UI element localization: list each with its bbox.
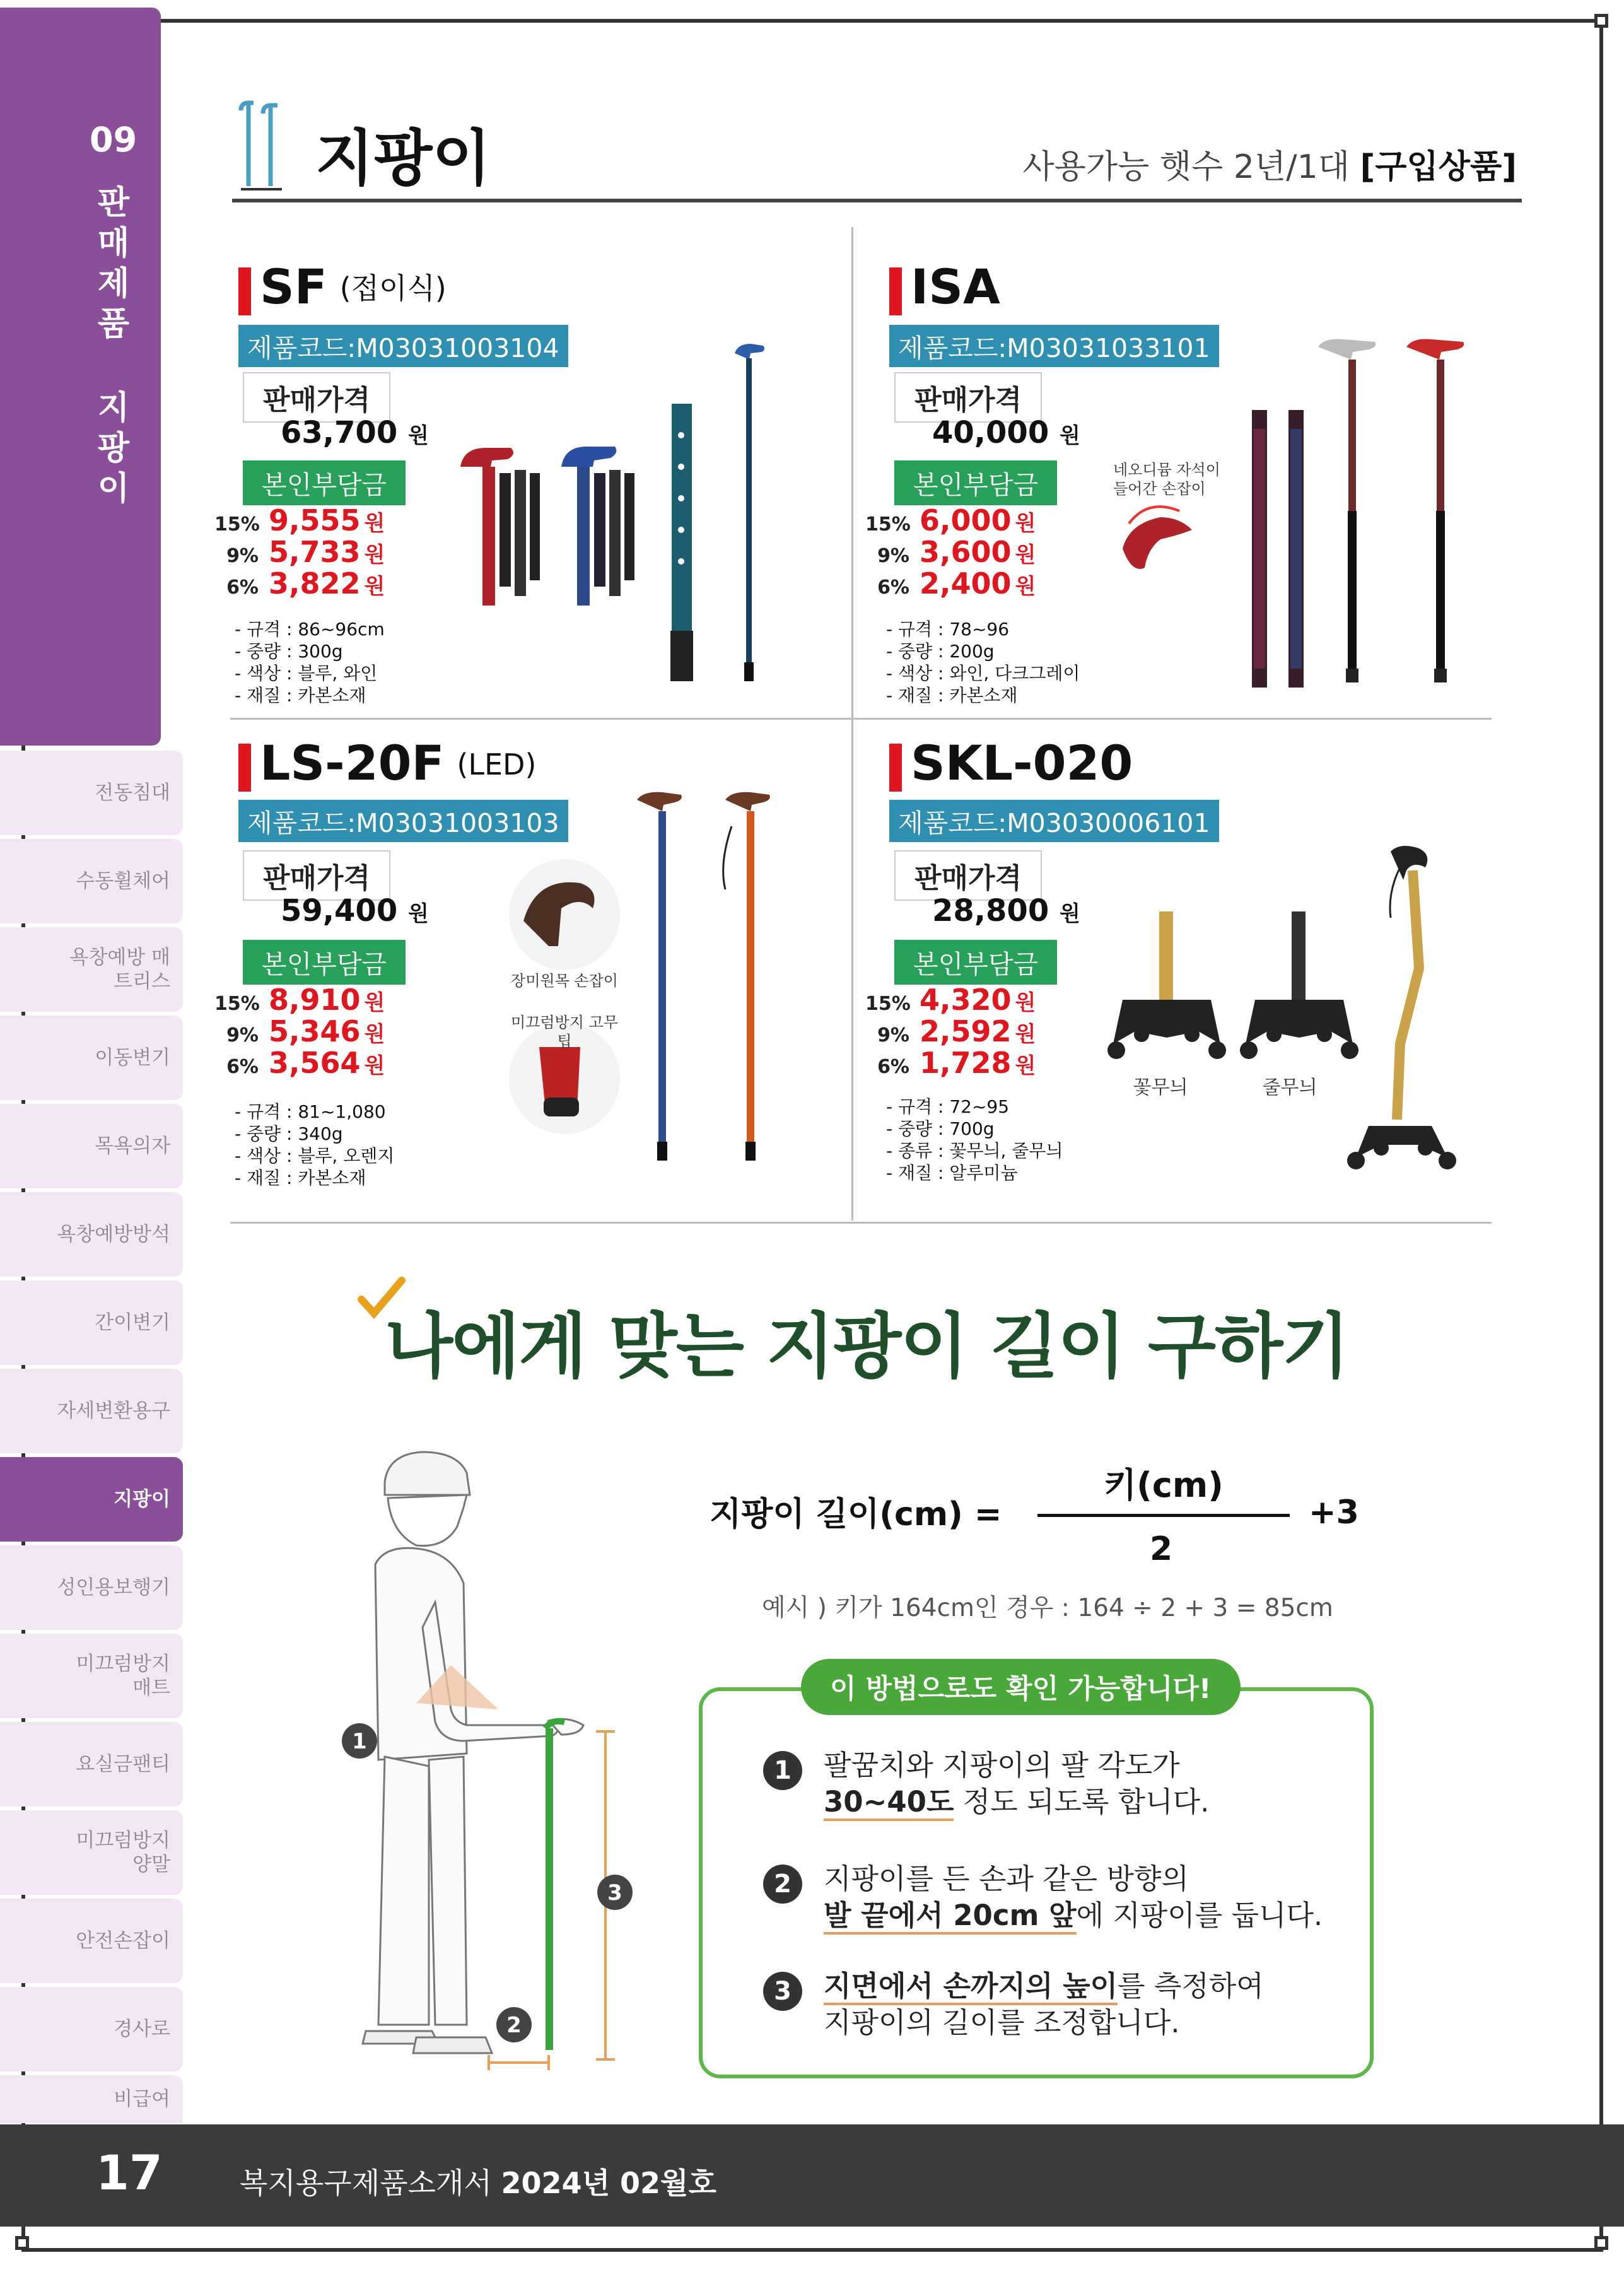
sf-cane-image: [454, 341, 782, 694]
sidebar-item-non-covered[interactable]: 비급여: [0, 2075, 183, 2123]
sidebar-item-electric-bed[interactable]: 전동침대: [0, 751, 183, 835]
cane-title-icon: [235, 98, 291, 192]
ls20f-cane-image: [631, 788, 782, 1180]
category-label: 지 팡 이: [97, 389, 130, 508]
stripe-caption: 줄무늬: [1262, 1077, 1317, 1099]
copay-rates: 15% 6,000 원 9% 3,600 원 6% 2,400 원: [865, 503, 1036, 600]
sidebar-chapter-tab: [0, 8, 161, 746]
step-1: 1 팔꿈치와 지팡이의 팔 각도가 30~40도 정도 되도록 합니다.: [763, 1747, 1209, 1820]
sidebar-item-cane[interactable]: 지팡이: [0, 1457, 183, 1542]
share-label: 본인부담금: [894, 940, 1057, 985]
product-code: 제품코드:M03031033101: [889, 325, 1219, 367]
product-code: 제품코드:M03030006101: [889, 800, 1219, 842]
formula-left: 지팡이 길이(cm) =: [710, 1496, 1002, 1533]
grid-divider: [230, 718, 1492, 720]
formula-plus: +3: [1309, 1494, 1359, 1531]
step-3: 3 지면에서 손까지의 높이를 측정하여 지팡이의 길이를 조정합니다.: [763, 1968, 1264, 2041]
sidebar-item-pressure-cushion[interactable]: 욕창예방방석: [0, 1192, 183, 1277]
price-value: 28,800 원: [932, 893, 1080, 928]
figure-marker-3: 3: [607, 1880, 622, 1906]
price-label: 판매가격: [243, 372, 390, 423]
grid-divider: [851, 227, 853, 1221]
product-specs: - 규격 : 78~96 - 중량 : 200g - 색상 : 와인, 다크그레이 - 재질 : 카본소재: [886, 619, 1080, 706]
price-label: 판매가격: [894, 850, 1042, 901]
isa-cane-image: [1110, 334, 1488, 694]
person-with-cane-figure: [341, 1438, 694, 2082]
sidebar-item-pressure-mattress[interactable]: 욕창예방 매트리스: [0, 927, 183, 1012]
handle-caption: 장미원목 손잡이: [511, 972, 618, 990]
step-2: 2 지팡이를 든 손과 같은 방향의 발 끝에서 20cm 앞에 지팡이를 둡니다.: [763, 1861, 1323, 1934]
sidebar-item-antislip-socks[interactable]: 미끄럼방지 양말: [0, 1810, 183, 1895]
price-label: 판매가격: [243, 850, 390, 901]
product-specs: - 규격 : 81~1,080 - 중량 : 340g - 색상 : 블루, 오렌지 - 재질 : 카본소재: [235, 1101, 395, 1188]
ls20f-detail-images: [505, 858, 624, 1142]
copay-rates: 15% 9,555 원 9% 5,733 원 6% 3,822 원: [214, 503, 385, 600]
flower-caption: 꽃무늬: [1133, 1077, 1188, 1099]
sidebar-item-safety-handle[interactable]: 안전손잡이: [0, 1899, 183, 1983]
grid-divider: [230, 1222, 1492, 1224]
alt-method-title: 이 방법으로도 확인 가능합니다!: [801, 1659, 1241, 1715]
product-code: 제품코드:M03031003104: [238, 325, 568, 367]
copay-rates: 15% 4,320 원 9% 2,592 원 6% 1,728 원: [865, 983, 1036, 1080]
page-title: 지팡이: [315, 123, 491, 194]
sidebar-item-walker[interactable]: 성인용보행기: [0, 1545, 183, 1630]
copay-rates: 15% 8,910 원 9% 5,346 원 6% 3,564 원: [214, 983, 385, 1080]
figure-marker-2: 2: [506, 2013, 522, 2038]
tip-caption: 미끄럼방지 고무팁: [511, 1014, 618, 1050]
chapter-label: 판 매 제 품: [97, 184, 130, 343]
formula-example: 예시 ) 키가 164cm인 경우 : 164 ÷ 2 + 3 = 85cm: [762, 1594, 1333, 1622]
sidebar-item-manual-wheelchair[interactable]: 수동휠체어: [0, 839, 183, 923]
product-name: SF (접이식): [238, 259, 447, 315]
title-rule: [232, 199, 1522, 202]
skl020-cane-image: [1104, 842, 1488, 1183]
formula-numerator: 키(cm): [1104, 1465, 1224, 1505]
sidebar-item-antislip-mat[interactable]: 미끄럼방지 매트: [0, 1634, 183, 1718]
formula-denominator: 2: [1150, 1530, 1173, 1568]
price-value: 59,400 원: [281, 893, 429, 928]
chapter-number: 09: [90, 120, 137, 160]
product-code: 제품코드:M03031003103: [238, 800, 568, 842]
product-name: SKL-020: [889, 735, 1133, 791]
product-name: ISA: [889, 259, 1000, 315]
product-specs: - 규격 : 72~95 - 중량 : 700g - 종류 : 꽃무늬, 줄무늬 - 재질 : 알루미늄: [886, 1096, 1063, 1183]
price-value: 63,700 원: [281, 415, 429, 450]
sidebar-item-bath-chair[interactable]: 목욕의자: [0, 1104, 183, 1188]
guide-title: 나에게 맞는 지팡이 길이 구하기: [385, 1306, 1349, 1388]
corner-mark: [15, 2236, 29, 2250]
sidebar-item-posture-aid[interactable]: 자세변환용구: [0, 1369, 183, 1453]
price-value: 40,000 원: [932, 415, 1080, 450]
sidebar-item-portable-toilet[interactable]: 이동변기: [0, 1016, 183, 1100]
magnet-handle-caption: 네오디뮴 자석이 들어간 손잡이: [1113, 461, 1220, 498]
sidebar-item-simple-toilet[interactable]: 간이변기: [0, 1280, 183, 1365]
fraction-bar: [1037, 1514, 1290, 1517]
sidebar-item-incontinence-pants[interactable]: 요실금팬티: [0, 1722, 183, 1806]
share-label: 본인부담금: [243, 940, 406, 985]
product-specs: - 규격 : 86~96cm - 중량 : 300g - 색상 : 블루, 와인 - 재질 : 카본소재: [235, 619, 385, 706]
corner-mark: [1594, 14, 1608, 28]
price-label: 판매가격: [894, 372, 1042, 423]
footer-doc-title: 복지용구제품소개서 2024년 02월호: [240, 2166, 716, 2200]
page-number: 17: [96, 2145, 163, 2201]
usage-info: 사용가능 햇수 2년/1대 [구입상품]: [1022, 148, 1517, 186]
sidebar-item-ramp[interactable]: 경사로: [0, 1987, 183, 2071]
share-label: 본인부담금: [243, 460, 406, 505]
share-label: 본인부담금: [894, 460, 1057, 505]
figure-marker-1: 1: [352, 1729, 367, 1754]
product-name: LS-20F (LED): [238, 735, 536, 791]
corner-mark: [1594, 2236, 1608, 2250]
